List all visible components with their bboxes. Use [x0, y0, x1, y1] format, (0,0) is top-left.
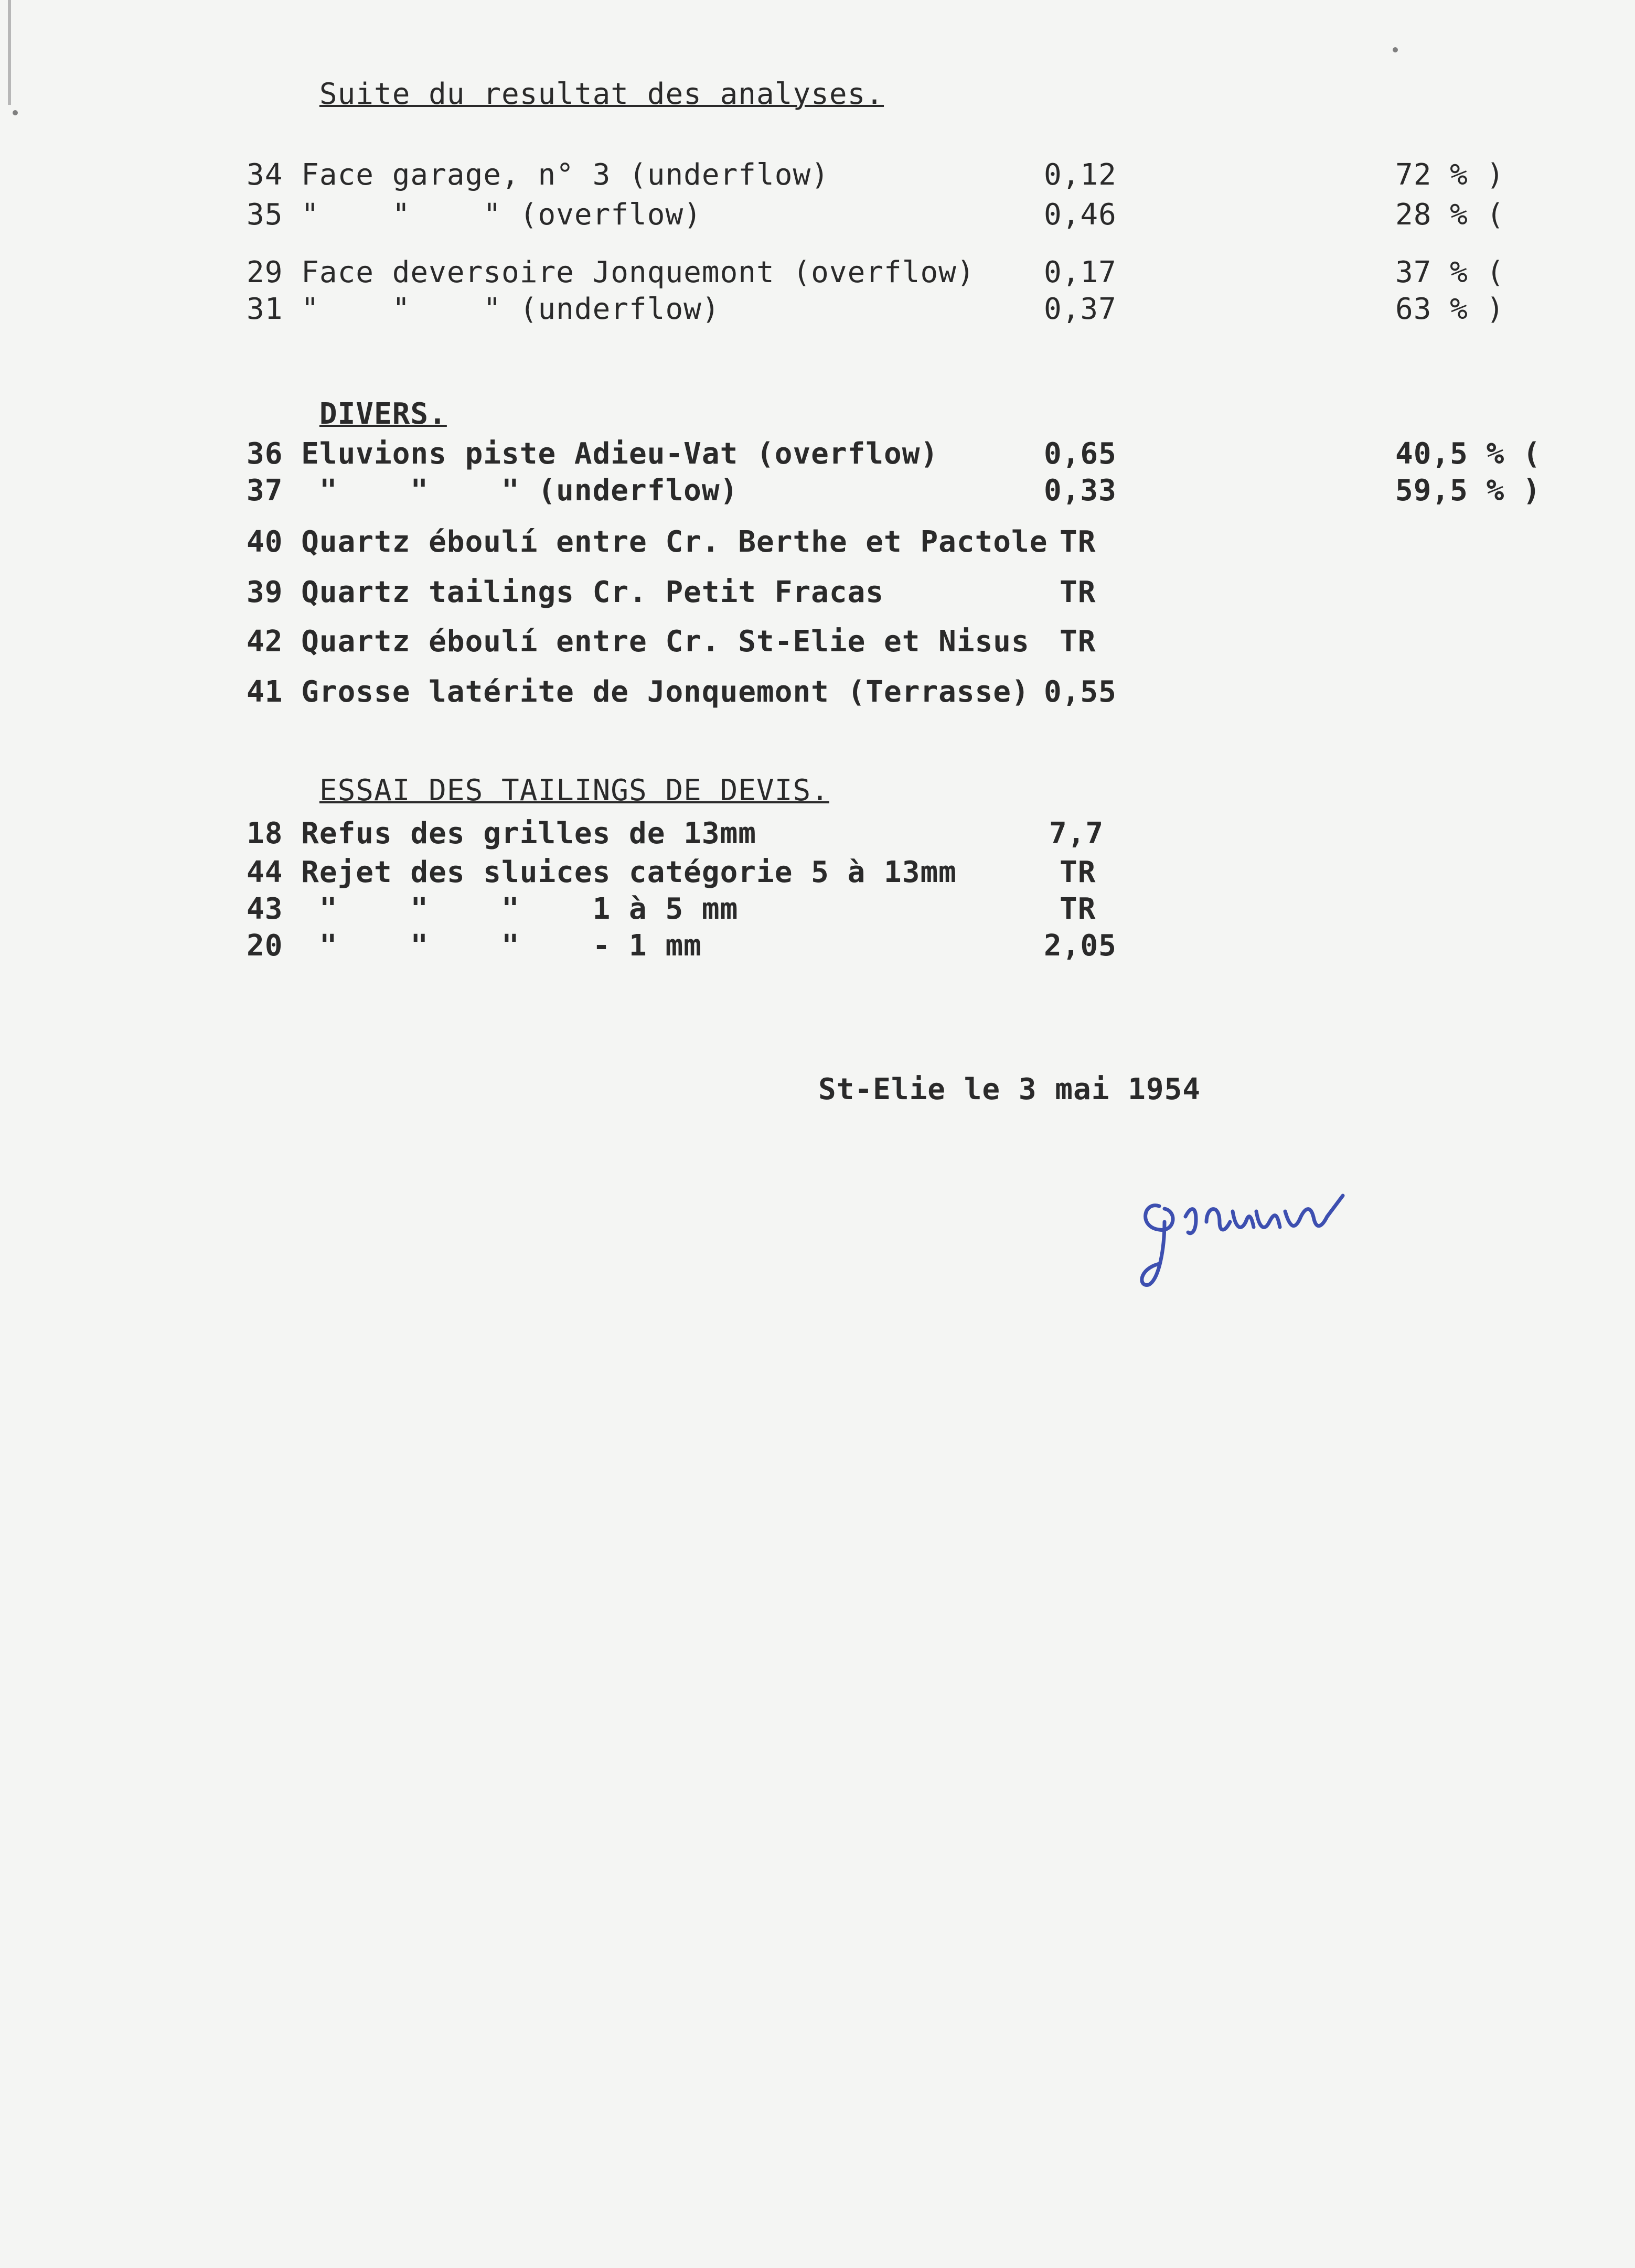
heading-tailings-text: ESSAI DES TAILINGS DE DEVIS.: [319, 773, 829, 808]
divers-row-value: TR: [1060, 525, 1096, 559]
result-row-label: 35 " " " (overflow): [247, 198, 702, 232]
heading-results: [247, 50, 884, 138]
tailings-row-label: 20 " " " - 1 mm: [247, 929, 702, 963]
tailings-row-label: 18 Refus des grilles de 13mm: [247, 816, 757, 851]
heading-results-text: Suite du resultat des analyses.: [319, 77, 884, 111]
result-row-percent: 63 % ): [1395, 292, 1505, 326]
result-row-value: 0,37: [1044, 292, 1117, 326]
result-row-value: 0,12: [1044, 158, 1117, 192]
divers-row-value: 0,55: [1044, 675, 1117, 709]
divers-row-value: TR: [1060, 575, 1096, 609]
divers-row-label: 40 Quartz éboulí entre Cr. Berthe et Pactole: [247, 525, 1048, 559]
result-row-percent: 37 % (: [1395, 255, 1505, 289]
divers-row-label: 37 " " " (underflow): [247, 474, 739, 508]
divers-row-label: 41 Grosse latérite de Jonquemont (Terrasse): [247, 675, 1030, 709]
tailings-row-label: 43 " " " 1 à 5 mm: [247, 892, 739, 926]
result-row-percent: 28 % (: [1395, 198, 1505, 232]
tailings-row-value: 7,7: [1049, 816, 1104, 851]
tailings-row-value: TR: [1060, 892, 1096, 926]
divers-row-label: 36 Eluvions piste Adieu-Vat (overflow): [247, 437, 939, 471]
divers-row-percent: 59,5 % ): [1395, 474, 1541, 508]
result-row-label: 29 Face deversoire Jonquemont (overflow): [247, 255, 975, 289]
result-row-label: 31 " " " (underflow): [247, 292, 720, 326]
divers-row-value: TR: [1060, 625, 1096, 659]
divers-row-value: 0,33: [1044, 474, 1117, 508]
divers-row-percent: 40,5 % (: [1395, 437, 1541, 471]
date-line: St-Elie le 3 mai 1954: [818, 1072, 1201, 1106]
result-row-value: 0,46: [1044, 198, 1117, 232]
divers-row-value: 0,65: [1044, 437, 1117, 471]
tailings-row-value: TR: [1060, 855, 1096, 889]
result-row-value: 0,17: [1044, 255, 1117, 289]
tailings-row-value: 2,05: [1044, 929, 1117, 963]
ink-speck: [13, 110, 18, 115]
handwritten-signature: [1128, 1143, 1442, 1300]
result-row-label: 34 Face garage, n° 3 (underflow): [247, 158, 829, 192]
ink-speck: [1393, 47, 1398, 52]
heading-divers-text: DIVERS.: [319, 397, 447, 431]
punch-hole-mark: [8, 0, 11, 105]
divers-row-label: 39 Quartz tailings Cr. Petit Fracas: [247, 575, 884, 609]
result-row-percent: 72 % ): [1395, 158, 1505, 192]
tailings-row-label: 44 Rejet des sluices catégorie 5 à 13mm: [247, 855, 957, 889]
divers-row-label: 42 Quartz éboulí entre Cr. St-Elie et Nisus: [247, 625, 1030, 659]
